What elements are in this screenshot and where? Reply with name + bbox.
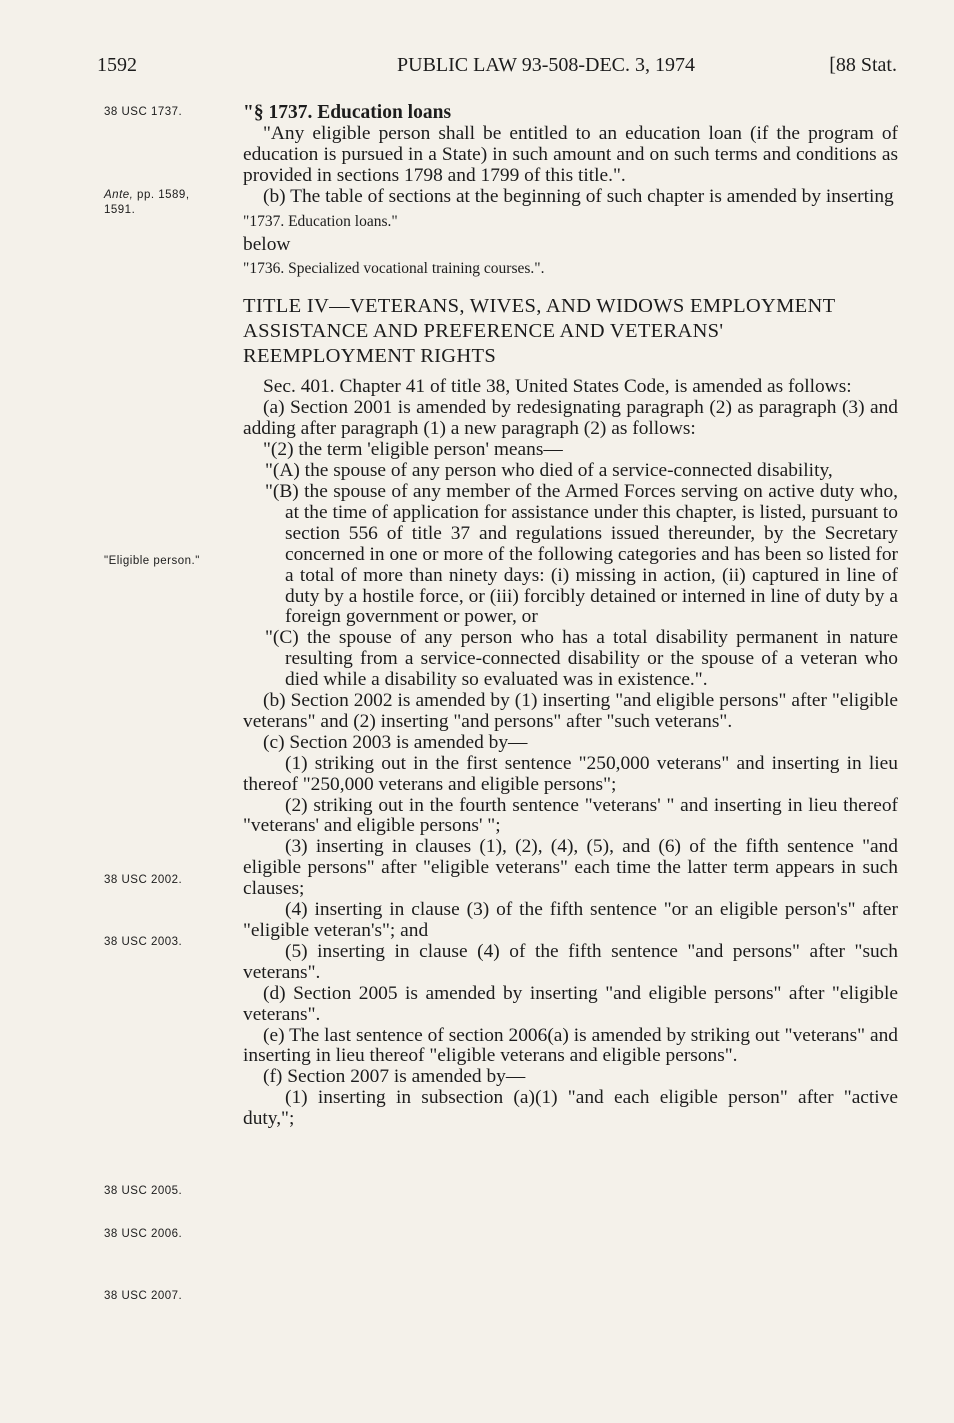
definition-2: "(2) the term 'eligible person' means— xyxy=(263,439,563,461)
clause-c2: (2) striking out in the fourth sentence "veterans' " and inserting in lieu thereof "veterans' and eligible persons' "; xyxy=(243,794,898,837)
page-header xyxy=(97,54,897,84)
clause-c3: (3) inserting in clauses (1), (2), (4), (5), and (6) of the fifth sentence "and eligible persons" after "eligible veterans" each time the latter term appears in such clauses; xyxy=(243,836,898,900)
margin-note-38usc2003: 38 USC 2003. xyxy=(104,936,183,948)
insert-1737: "1737. Education loans." xyxy=(243,212,398,230)
definition-B: "(B) the spouse of any member of the Armed Forces serving on active duty who, at the time of application for assistance under this chapter, is listed, pursuant to section 556 of title 37 and regulations issued thereunder, by the Secretary concerned in one or more of the following categories and has been so listed for a total of more than ninety days: (i) missing in action, (ii) captured in line of duty by a hostile force, or (iii) forcibly detained or interned in line of duty by a foreign government or power, or xyxy=(265,480,898,628)
definition-A: "(A) the spouse of any person who died of a service-connected disability, xyxy=(265,460,833,482)
paragraph-d-2005: (d) Section 2005 is amended by inserting "and eligible persons" after "eligible veterans". xyxy=(243,982,898,1025)
margin-note-38usc2002: 38 USC 2002. xyxy=(104,874,183,886)
page-number: 1592 xyxy=(97,54,137,76)
clause-c1: (1) striking out in the first sentence "250,000 veterans" and inserting in lieu thereof "250,000 veterans and eligible persons"; xyxy=(243,752,898,795)
volume-citation: [88 Stat. xyxy=(829,54,897,76)
paragraph-b-table: (b) The table of sections at the beginning of such chapter is amended by inserting xyxy=(263,185,894,207)
margin-note-38usc1737: 38 USC 1737. xyxy=(104,106,183,118)
running-title: PUBLIC LAW 93-508-DEC. 3, 1974 xyxy=(397,54,696,76)
margin-note-38usc2006: 38 USC 2006. xyxy=(104,1228,183,1240)
paragraph-c-2003: (c) Section 2003 is amended by— xyxy=(263,731,528,753)
title-iv-heading: TITLE IV—VETERANS, WIVES, AND WIDOWS EMPLOYMENT ASSISTANCE AND PREFERENCE AND VETERANS' REEMPLOYMENT RIGHTS xyxy=(243,295,836,368)
margin-note-38usc2005: 38 USC 2005. xyxy=(104,1185,183,1197)
clause-c5: (5) inserting in clause (4) of the fifth sentence "and persons" after "such veterans". xyxy=(243,940,898,983)
paragraph-f-2007: (f) Section 2007 is amended by— xyxy=(263,1066,526,1088)
margin-note-ante-italic: Ante, xyxy=(104,189,134,201)
section-1737-text: "Any eligible person shall be entitled to an education loan (if the program of education is pursued in a State) in such amount and on such terms and conditions as provided in sections 1798 and 1799 of this title.". xyxy=(243,122,898,186)
paragraph-a-2001: (a) Section 2001 is amended by redesignating paragraph (2) as paragraph (3) and adding after paragraph (1) a new paragraph (2) as follows: xyxy=(243,397,898,440)
clause-f1: (1) inserting in subsection (a)(1) "and each eligible person" after "active duty,"; xyxy=(243,1087,898,1130)
paragraph-b-2002: (b) Section 2002 is amended by (1) inserting "and eligible persons" after "eligible veterans" and (2) inserting "and persons" after "such veterans". xyxy=(243,690,898,732)
paragraph-e-2006: (e) The last sentence of section 2006(a) is amended by striking out "veterans" and inserting in lieu thereof "eligible veterans and eligible persons". xyxy=(243,1024,898,1067)
margin-note-ante xyxy=(104,188,224,218)
insert-1736: "1736. Specialized vocational training courses.". xyxy=(243,260,545,278)
margin-note-ante-text: pp. 1589, 1591. xyxy=(104,189,190,216)
margin-note-38usc2007: 38 USC 2007. xyxy=(104,1290,183,1302)
section-1737-title: "§ 1737. Education loans xyxy=(243,102,452,123)
definition-C: "(C) the spouse of any person who has a total disability permanent in nature resulting from a service-connected disability or the spouse of a veteran who died while a disability so evaluated was in existence.". xyxy=(265,627,898,691)
below-text: below xyxy=(243,233,291,255)
clause-c4: (4) inserting in clause (3) of the fifth sentence "or an eligible person's" after "eligible veteran's"; and xyxy=(243,899,898,941)
main-text xyxy=(243,103,898,1130)
margin-note-eligible-person: "Eligible person." xyxy=(104,555,200,567)
section-401: Sec. 401. Chapter 41 of title 38, United States Code, is amended as follows: xyxy=(263,376,852,398)
